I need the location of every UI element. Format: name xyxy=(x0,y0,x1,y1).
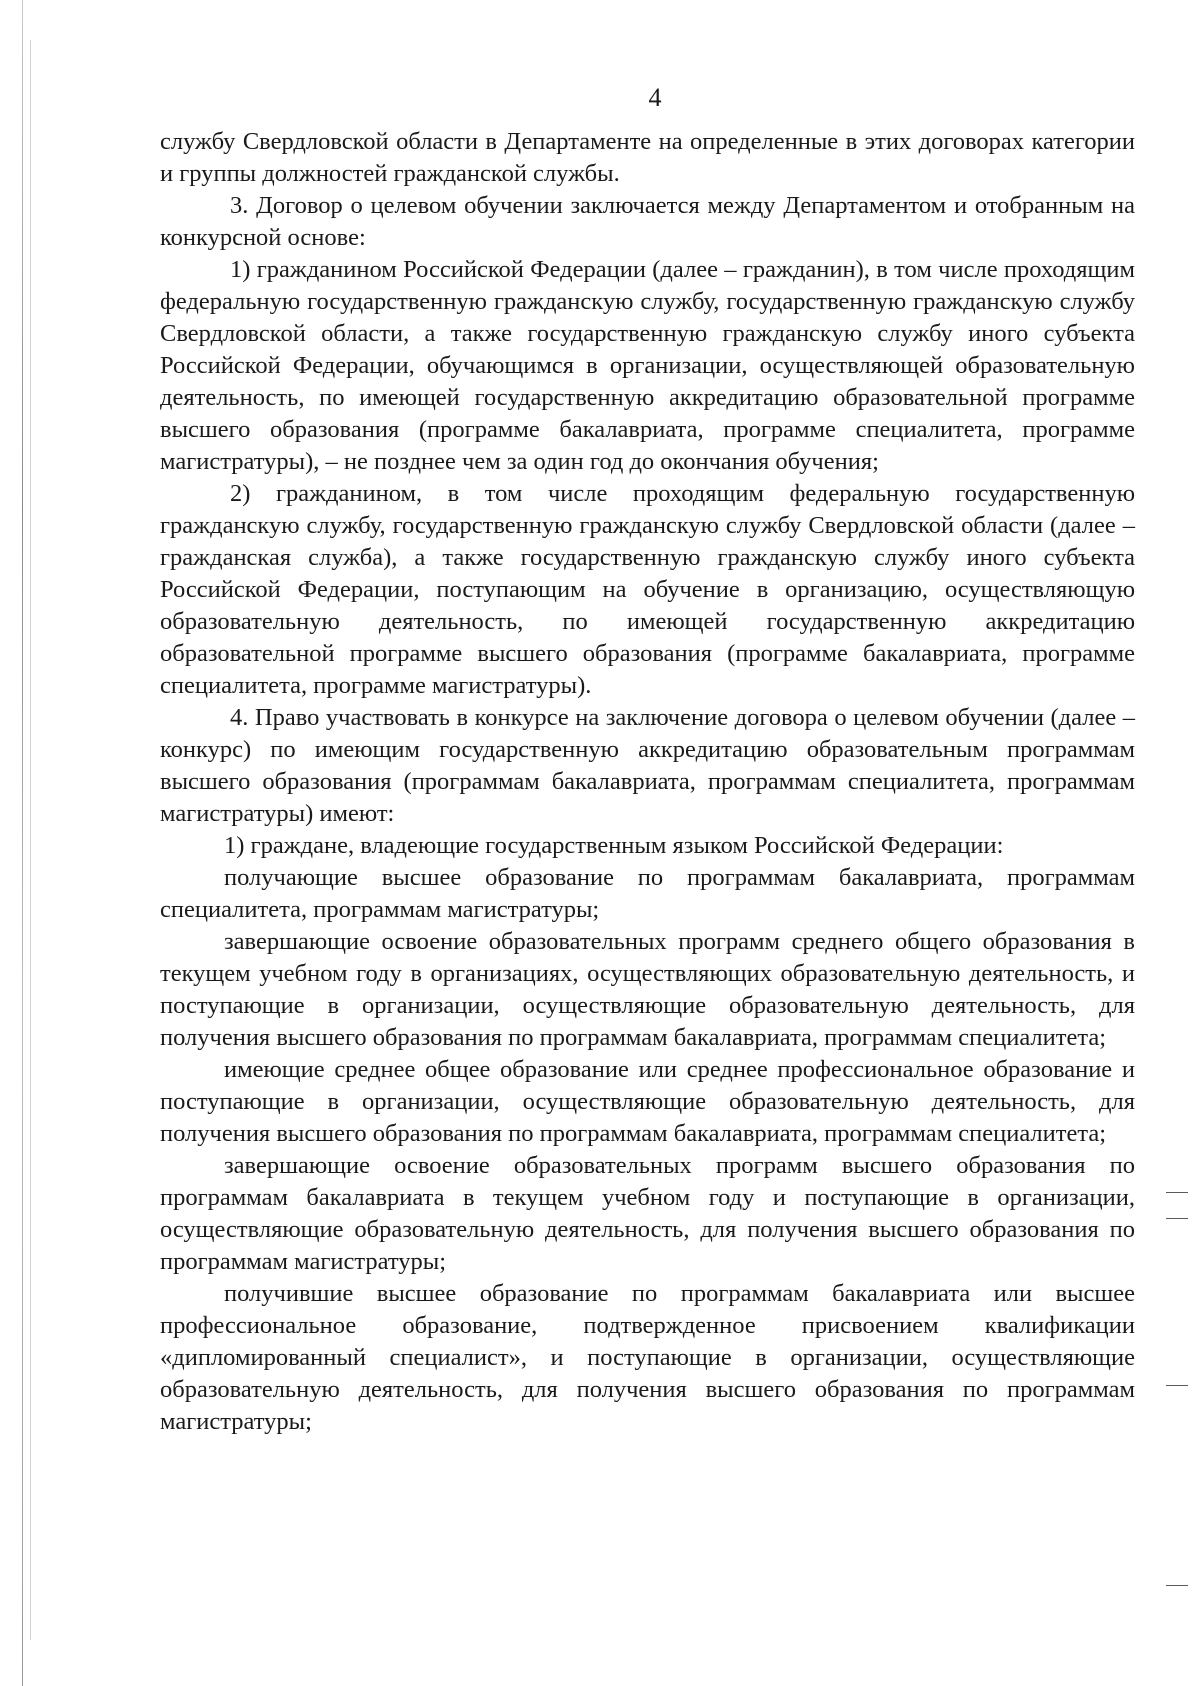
paragraph-list-item: завершающие освоение образовательных программ высшего образования по программам бакалавриата в текущем учебном году и поступающие в организации, осуществляющие образовательную деятельность, для получения высшего образования по программам магистратуры; xyxy=(160,1152,1135,1275)
paragraph-item-1: 1) граждане, владеющие государственным языком Российской Федерации: xyxy=(224,832,1004,859)
paragraph-subclause-2: 2) гражданином, в том числе проходящим федеральную государственную гражданскую службу, государственную гражданскую службу Свердловской области (далее – гражданская служба), а также государственную гражданскую службу иного субъекта Российской Федерации, поступающим на обучение в организацию, осуществляющую образовательную деятельность, по имеющей государственную аккредитацию образовательной программе высшего образования (программе бакалавриата, программе специалитета, программе магистратуры). xyxy=(160,480,1135,699)
paragraph-list-item: завершающие освоение образовательных программ среднего общего образования в текущем учебном году в организациях, осуществляющих образовательную деятельность, и поступающие в организации, осуществляющие образовательную деятельность, для получения высшего образования по программам бакалавриата, программам специалитета; xyxy=(160,928,1135,1051)
paragraph-clause-4: 4. Право участвовать в конкурсе на заключение договора о целевом обучении (далее – конкурс) по имеющим государственную аккредитацию образовательным программам высшего образования (программам бакалавриата, программам специалитета, программам магистратуры) имеют: xyxy=(160,704,1135,827)
page-number: 4 xyxy=(648,83,662,112)
scan-margin-line-faint xyxy=(30,40,31,1640)
paragraph-list-item: получающие высшее образование по программам бакалавриата, программам специалитета, программам магистратуры; xyxy=(160,864,1135,923)
scan-margin-line xyxy=(22,0,23,1686)
scan-edge-mark xyxy=(1166,1585,1188,1586)
paragraph-continuation: службу Свердловской области в Департаменте на определенные в этих договорах категории и группы должностей гражданской службы. xyxy=(160,128,1135,187)
paragraph-clause-3: 3. Договор о целевом обучении заключается между Департаментом и отобранным на конкурсной основе: xyxy=(160,192,1135,251)
paragraph-list-item: имеющие среднее общее образование или среднее профессиональное образование и поступающие в организации, осуществляющие образовательную деятельность, для получения высшего образования по программам бакалавриата, программам специалитета; xyxy=(160,1056,1135,1147)
scan-edge-mark xyxy=(1166,1218,1188,1219)
scan-edge-mark xyxy=(1166,1385,1188,1386)
paragraph-list-item: получившие высшее образование по программам бакалавриата или высшее профессиональное образование, подтвержденное присвоением квалификации «дипломированный специалист», и поступающие в организации, осуществляющие образовательную деятельность, для получения высшего образования по программам магистратуры; xyxy=(160,1280,1135,1435)
document-body xyxy=(160,126,1135,1438)
scan-edge-mark xyxy=(1166,1192,1188,1193)
paragraph-subclause-1: 1) гражданином Российской Федерации (далее – гражданин), в том числе проходящим федеральную государственную гражданскую службу, государственную гражданскую службу Свердловской области, а также государственную гражданскую службу иного субъекта Российской Федерации, обучающимся в организации, осуществляющей образовательную деятельность, по имеющей государственную аккредитацию образовательной программе высшего образования (программе бакалавриата, программе специалитета, программе магистратуры), – не позднее чем за один год до окончания обучения; xyxy=(160,256,1135,475)
